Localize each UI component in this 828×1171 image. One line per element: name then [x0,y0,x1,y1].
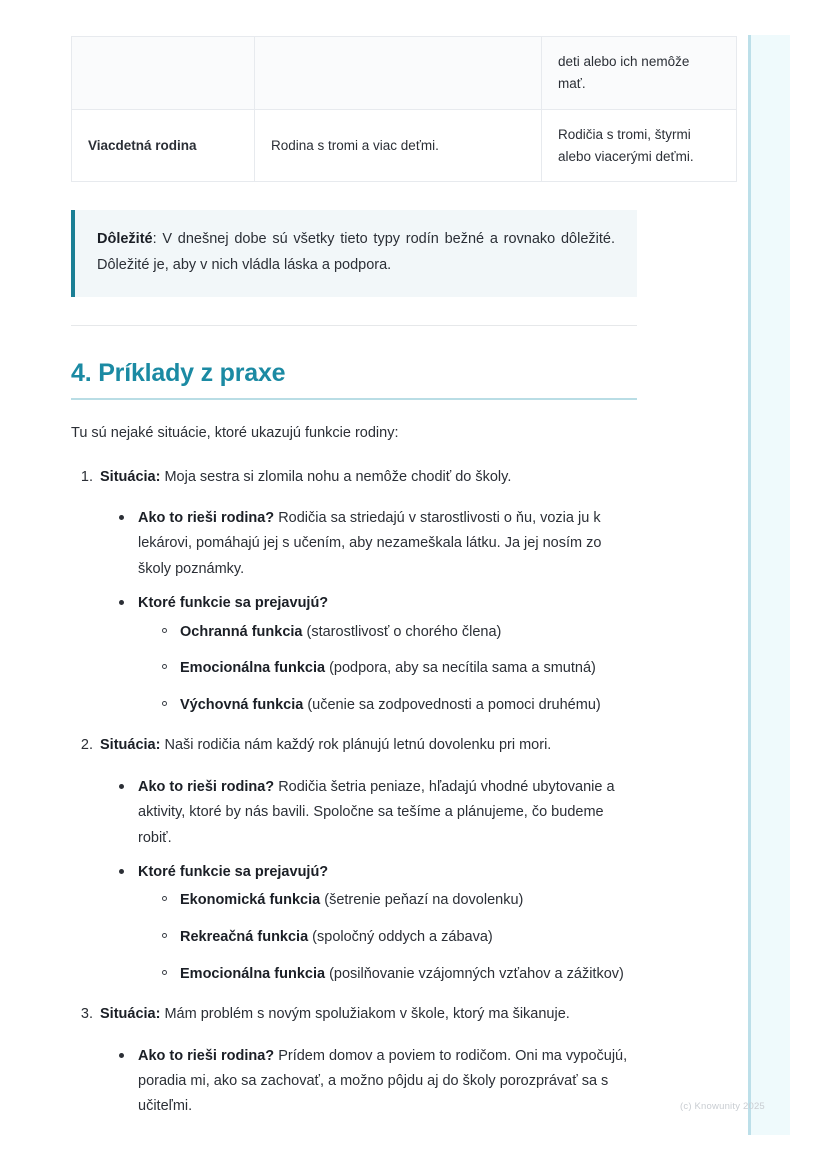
list-item [160,656,637,681]
function-name: Emocionálna funkcia [180,660,326,677]
table-body [72,37,737,182]
page-title: 4. Príklady z praxe [71,359,286,388]
function-description: (podpora, aby sa necítila sama a smutná) [325,660,596,677]
table-cell-description: Rodina s tromi a viac deťmi. [255,109,542,182]
list-item [97,733,637,986]
list-item [116,860,637,986]
table-cell-description [255,37,542,110]
right-side-panel [748,35,790,1135]
situation-text: Naši rodičia nám každý rok plánujú letnú dovolenku pri mori. [160,737,552,754]
situation-label: Situácia: [100,468,161,485]
callout-paragraph [97,227,615,279]
list-item [116,506,637,582]
list-item [97,1002,637,1120]
important-callout [71,210,637,297]
family-types-table [71,36,737,182]
table-cell-name [72,37,255,110]
heading-underline [71,398,637,400]
answer-label: Ako to rieši rodina? [138,510,275,527]
function-name: Ochranná funkcia [180,623,303,640]
family-types-table-wrapper [71,36,694,182]
callout-label: Dôležité [97,231,153,248]
list-item [97,465,637,718]
function-description: (spoločný oddych a zábava) [308,928,493,945]
table-row [72,37,737,110]
functions-list [138,888,637,986]
list-item [160,962,637,987]
list-item [116,775,637,851]
function-name: Ekonomická funkcia [180,892,321,909]
answers-list [100,775,637,986]
list-item [116,1044,637,1120]
answer-text: Rodičia šetria peniaze, hľadajú vhodné ubytovanie a aktivity, ktoré by nás bavili. Spoločne sa tešíme a plánujeme, čo budeme robiť. [138,778,615,846]
list-item [116,591,637,717]
list-item [160,693,637,718]
function-description: (posilňovanie vzájomných vzťahov a zážitkov) [325,965,624,982]
functions-question-label: Ktoré funkcie sa prejavujú? [138,863,329,880]
situation-text: Moja sestra si zlomila nohu a nemôže chodiť do školy. [160,468,512,485]
answer-label: Ako to rieši rodina? [138,778,275,795]
copyright-watermark: (c) Knowunity 2025 [680,1101,765,1112]
answers-list [100,506,637,717]
functions-question-label: Ktoré funkcie sa prejavujú? [138,595,329,612]
list-item [160,888,637,913]
function-description: (učenie sa zodpovednosti a pomoci druhému) [303,696,601,713]
function-name: Emocionálna funkcia [180,965,326,982]
answer-text: Prídem domov a poviem to rodičom. Oni ma vypočujú, poradia mi, ako sa zachovať, a možno pôjdu aj do školy porozprávať sa s učiteľmi. [138,1047,628,1115]
situation-line [100,737,551,753]
situation-line [100,469,511,485]
situation-label: Situácia: [100,1006,161,1023]
callout-separator: : [152,231,163,248]
function-description: (starostlivosť o chorého člena) [302,623,502,640]
table-cell-name: Viacdetná rodina [72,109,255,182]
answers-list [100,1044,637,1120]
function-description: (šetrenie peňazí na dovolenku) [320,892,524,909]
situation-line [100,1006,570,1022]
list-item [160,620,637,645]
table-cell-note: deti alebo ich nemôže mať. [542,37,737,110]
intro-paragraph: Tu sú nejaké situácie, ktoré ukazujú funkcie rodiny: [71,425,399,442]
answer-text: Rodičia sa striedajú v starostlivosti o ňu, vozia ju k lekárovi, pomáhajú jej s učením, aby nezameškala látku. Ja jej nosím zo školy poznámky. [138,510,602,577]
functions-list [138,620,637,718]
table-cell-note: Rodičia s tromi, štyrmi alebo viacerými deťmi. [542,109,737,182]
list-item [160,925,637,950]
table-row [72,109,737,182]
situation-label: Situácia: [100,737,161,754]
situation-text: Mám problém s novým spolužiakom v škole, ktorý ma šikanuje. [160,1006,570,1023]
document-page [71,0,694,1136]
answer-label: Ako to rieši rodina? [138,1047,275,1064]
callout-text: V dnešnej dobe sú všetky tieto typy rodín bežné a rovnako dôležité. Dôležité je, aby v nich vládla láska a podpora. [97,231,615,274]
situations-list [71,465,637,1120]
function-name: Rekreačná funkcia [180,928,309,945]
function-name: Výchovná funkcia [180,696,304,713]
section-divider [71,325,637,326]
